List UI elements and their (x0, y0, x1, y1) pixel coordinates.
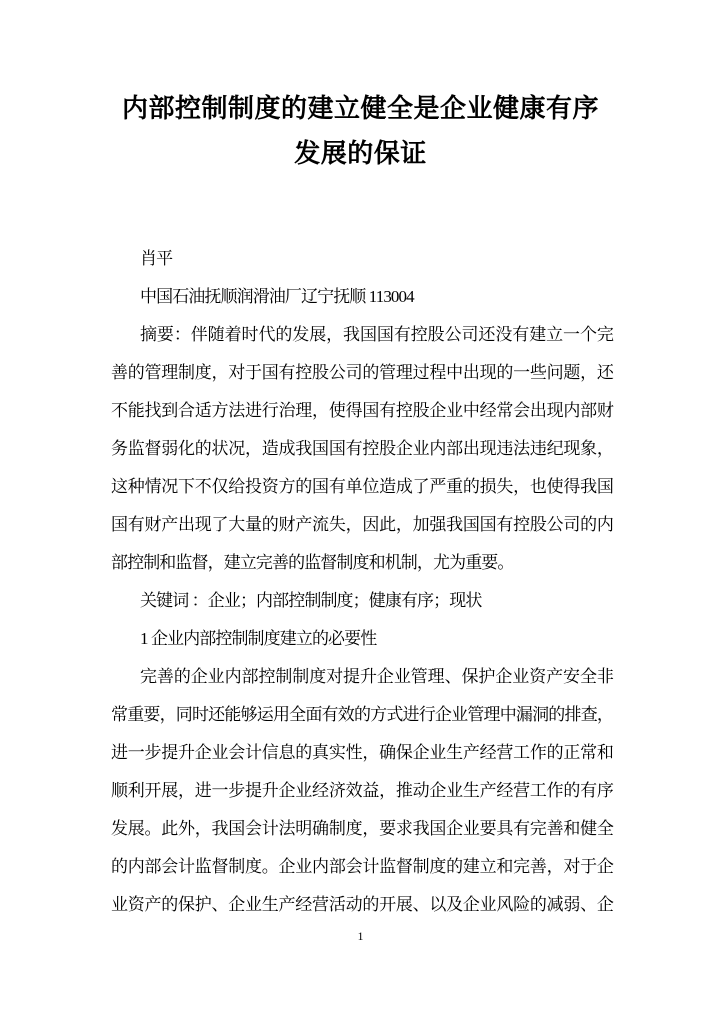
abstract-line-7: 部控制和监督，建立完善的监督制度和机制，尤为重要。 (111, 553, 514, 572)
section-1-line-4: 顺利开展，进一步提升企业经济效益，推动企业生产经营工作的有序 (111, 781, 613, 800)
title-line-2: 发展的保证 (294, 139, 427, 168)
abstract-line-1: 摘要：伴随着时代的发展，我国国有控股公司还没有建立一个完 (140, 325, 613, 344)
title-line-1: 内部控制制度的建立健全是企业健康有序 (121, 94, 599, 123)
document-title (60, 86, 661, 176)
abstract-line-6: 国有财产出现了大量的财产流失，因此，加强我国国有控股公司的内 (111, 515, 613, 534)
section-1-line-6: 的内部会计监督制度。企业内部会计监督制度的建立和完善，对于企 (111, 857, 613, 876)
page-footer (0, 929, 721, 943)
abstract-line-4: 务监督弱化的状况，造成我国国有控股企业内部出现违法违纪现象， (111, 439, 613, 458)
section-1-line-7: 业资产的保护、企业生产经营活动的开展、以及企业风险的减弱、企 (111, 895, 613, 914)
section-1-line-2: 常重要，同时还能够运用全面有效的方式进行企业管理中漏洞的排查， (111, 705, 613, 724)
abstract-line-2: 善的管理制度，对于国有控股公司的管理过程中出现的一些问题，还 (111, 363, 613, 382)
abstract-line-5: 这种情况下不仅给投资方的国有单位造成了严重的损失，也使得我国 (111, 477, 613, 496)
abstract-line-3: 不能找到合适方法进行治理，使得国有控股企业中经常会出现内部财 (111, 401, 613, 420)
section-1-heading: 1 企业内部控制制度建立的必要性 (140, 629, 377, 648)
document-body (111, 240, 613, 924)
page-number: 1 (357, 929, 364, 943)
keywords-line: 关键词 ：企业；内部控制制度；健康有序；现状 (140, 591, 482, 610)
section-1-line-1: 完善的企业内部控制制度对提升企业管理、保护企业资产安全非 (140, 667, 613, 686)
author-affiliation: 中国石油抚顺润滑油厂辽宁抚顺 113004 (140, 287, 414, 306)
section-1-line-3: 进一步提升企业会计信息的真实性，确保企业生产经营工作的正常和 (111, 743, 613, 762)
section-1-line-5: 发展。此外，我国会计法明确制度，要求我国企业要具有完善和健全 (111, 819, 613, 838)
author-name: 肖平 (140, 249, 173, 268)
